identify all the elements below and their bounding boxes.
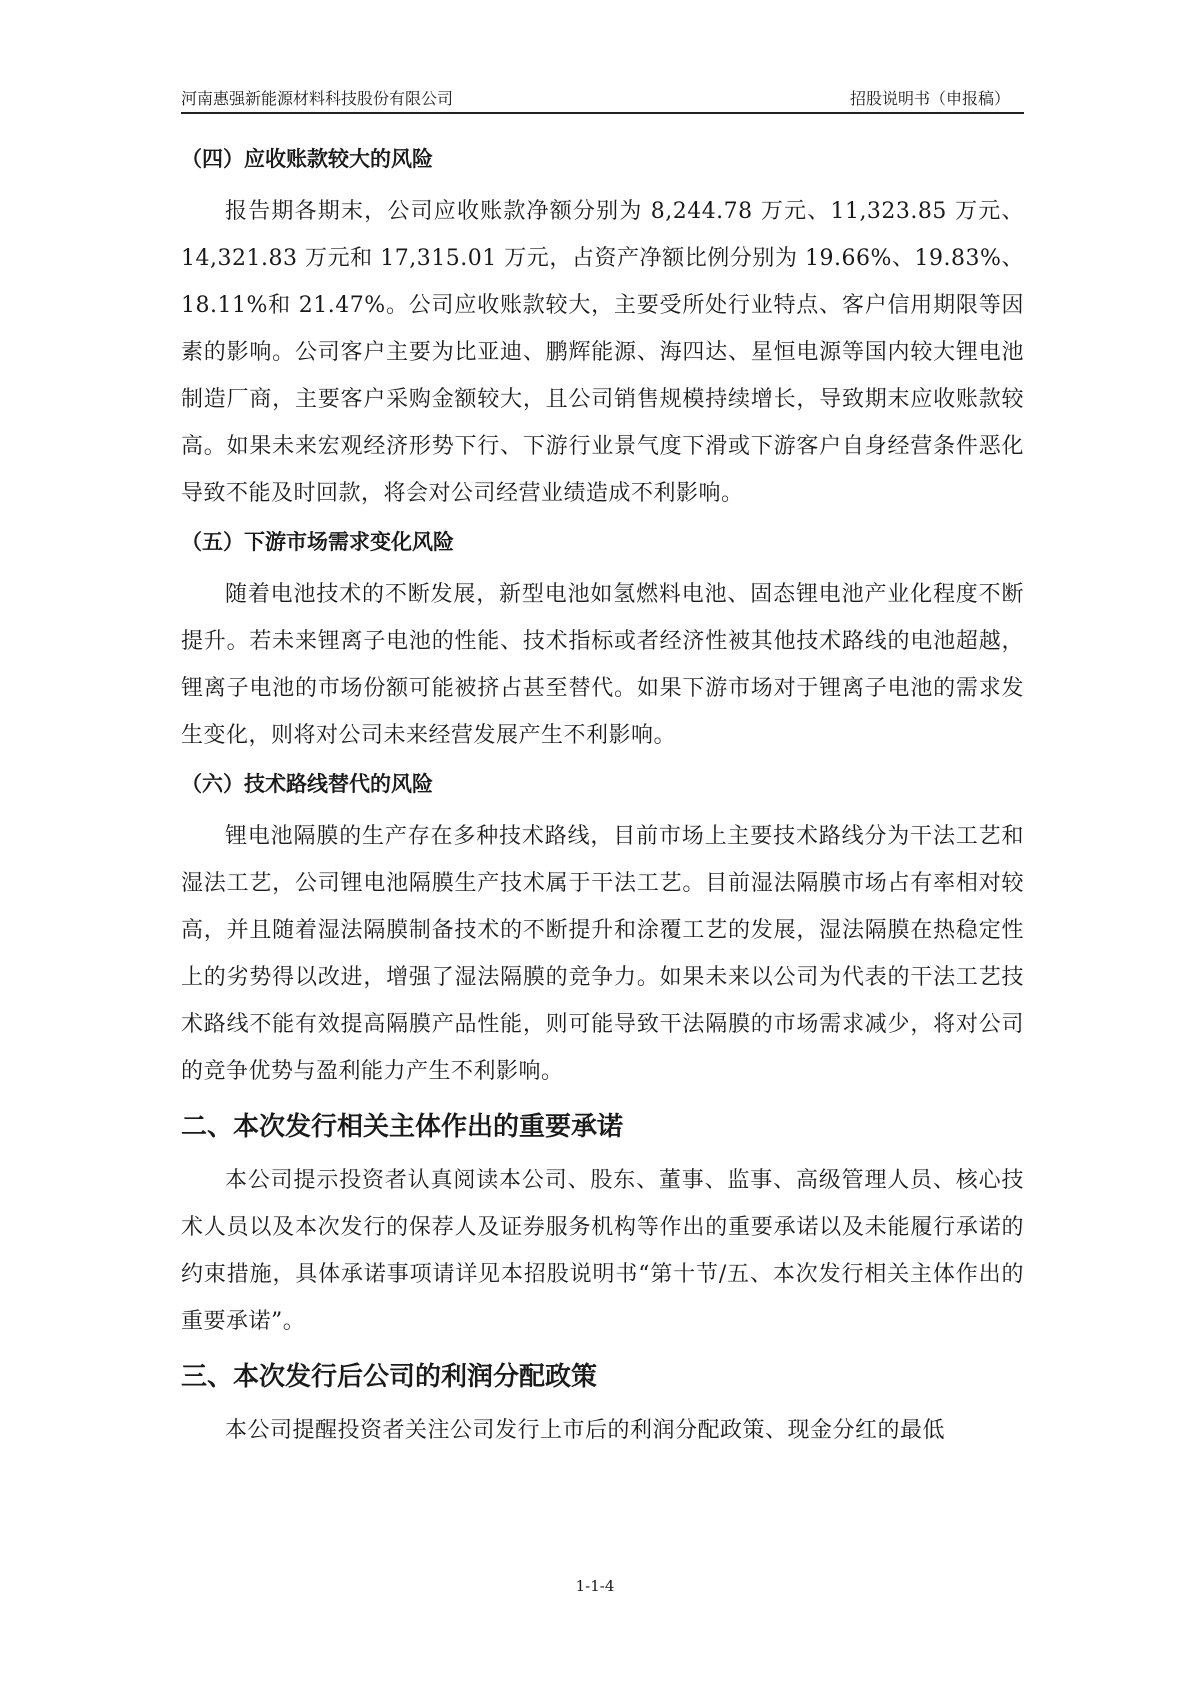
section-heading-downstream-demand-risk: （五）下游市场需求变化风险 <box>181 530 454 554</box>
section-paragraph-downstream-demand-risk: 随着电池技术的不断发展，新型电池如氢燃料电池、固态锂电池产业化程度不断提升。若未来锂离子电池的性能、技术指标或者经济性被其他技术路线的电池超越，锂离子电池的市场份额可能被挤占甚至替代。如果下游市场对于锂离子电池的需求发生变化，则将对公司未来经营发展产生不利影响。 <box>181 582 1024 748</box>
section-paragraph-important-commitments: 本公司提示投资者认真阅读本公司、股东、董事、监事、高级管理人员、核心技术人员以及本次发行的保荐人及证券服务机构等作出的重要承诺以及未能履行承诺的约束措施，具体承诺事项请详见本招股说明书“第十节/五、本次发行相关主体作出的重要承诺”。 <box>181 1168 1024 1334</box>
page-header <box>181 84 1024 114</box>
section-heading-important-commitments: 二、本次发行相关主体作出的重要承诺 <box>181 1112 624 1142</box>
header-document-type: 招股说明书（申报稿） <box>849 89 1010 108</box>
section-paragraph-technology-route-risk: 锂电池隔膜的生产存在多种技术路线，目前市场上主要技术路线分为干法工艺和湿法工艺，公司锂电池隔膜生产技术属于干法工艺。目前湿法隔膜市场占有率相对较高，并且随着湿法隔膜制备技术的不断提升和涂覆工艺的发展，湿法隔膜在热稳定性上的劣势得以改进，增强了湿法隔膜的竞争力。如果未来以公司为代表的干法工艺技术路线不能有效提高隔膜产品性能，则可能导致干法隔膜的市场需求减少，将对公司的竞争优势与盈利能力产生不利影响。 <box>181 824 1024 1084</box>
header-company-name: 河南惠强新能源材料科技股份有限公司 <box>181 89 454 108</box>
section-paragraph-profit-distribution: 本公司提醒投资者关注公司发行上市后的利润分配政策、现金分红的最低 <box>225 1418 946 1443</box>
section-heading-profit-distribution: 三、本次发行后公司的利润分配政策 <box>181 1362 598 1392</box>
section-paragraph-receivables-risk: 报告期各期末，公司应收账款净额分别为 8,244.78 万元、11,323.85 万元、14,321.83 万元和 17,315.01 万元，占资产净额比例分别为 19.66%、19.83%、18.11%和 21.47%。公司应收账款较大，主要受所处行业特点、客户信用期限等因素的影响。公司客户主要为比亚迪、鹏辉能源、海四达、星恒电源等国内较大锂电池制造厂商，主要客户采购金额较大，且公司销售规模持续增长，导致期末应收账款较高。如果未来宏观经济形势下行、下游行业景气度下滑或下游客户自身经营条件恶化导致不能及时回款，将会对公司经营业绩造成不利影响。 <box>181 199 1024 506</box>
section-heading-technology-route-risk: （六）技术路线替代的风险 <box>181 772 433 796</box>
page-number: 1-1-4 <box>575 1577 615 1595</box>
document-body <box>181 138 1024 1458</box>
section-heading-receivables-risk: （四）应收账款较大的风险 <box>181 147 433 171</box>
